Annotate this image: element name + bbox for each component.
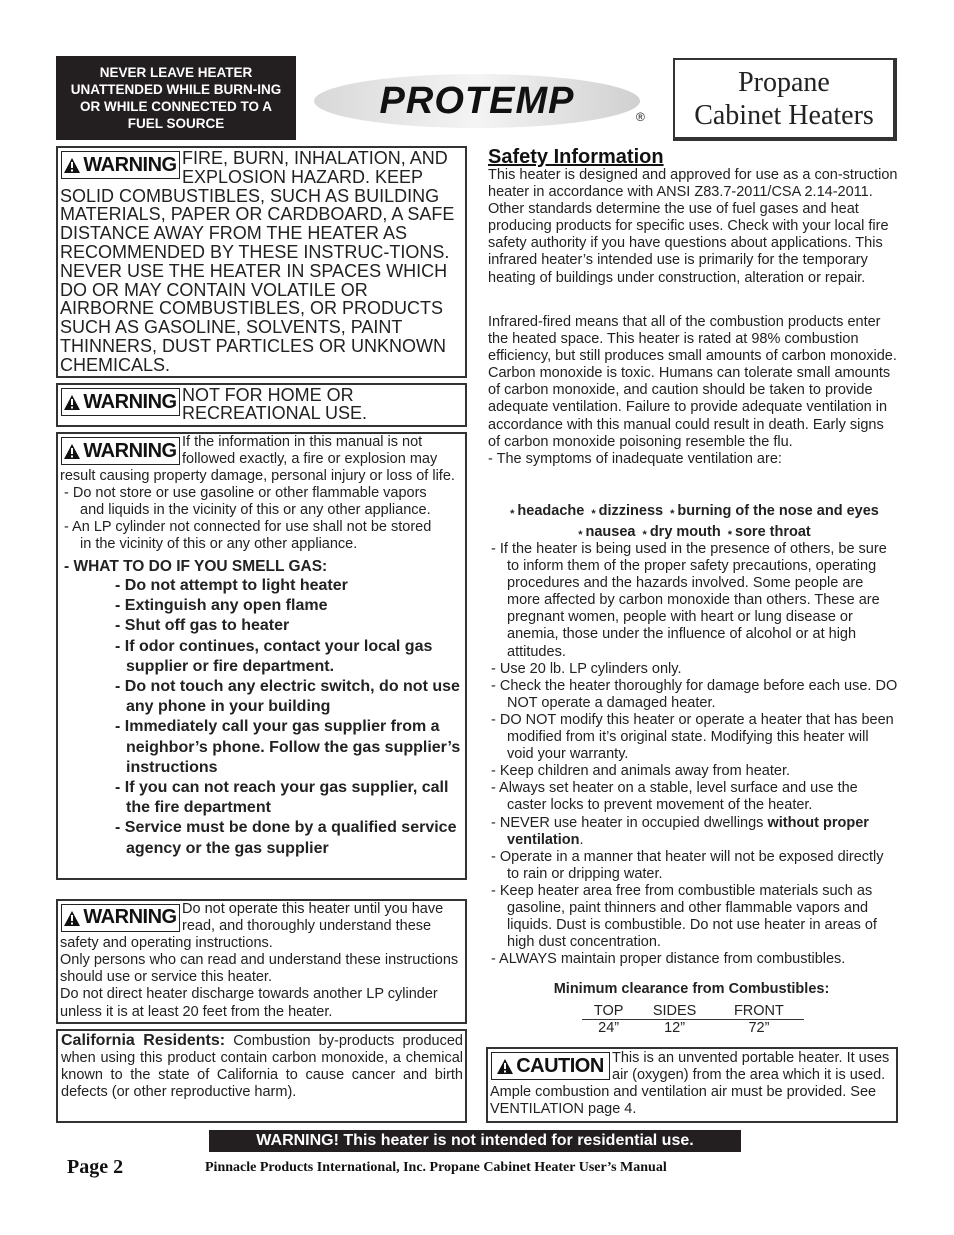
warning-box-not-for-home (56, 383, 467, 427)
registered-mark: ® (636, 110, 645, 124)
clearance-value: 12” (664, 1020, 686, 1036)
alert-triangle-icon (64, 444, 80, 459)
header-notice: NEVER LEAVE HEATER UNATTENDED WHILE BURN-ING OR WHILE CONNECTED TO A FUEL SOURCE (56, 56, 296, 140)
list-item: - Use 20 lb. LP cylinders only. (491, 660, 682, 677)
california-heading: California Residents: (61, 1032, 226, 1049)
list-item: - Extinguish any open flame (115, 597, 328, 615)
alert-triangle-icon (64, 395, 80, 410)
footer-text: Pinnacle Products International, Inc. Propane Cabinet Heater User’s Manual (205, 1160, 667, 1175)
warning-intro: If the information in this manual is not followed exactly, a fire or explosion may result causing property damage, personal injury or loss of life. (60, 434, 455, 484)
gas-steps-list (60, 576, 463, 859)
list-item: - Keep heater area free from combustible materials such as gasoline, paint thinners and other flammable vapors and liquids. Dust is combustible. Do not use heater in areas of high dust concentration. (491, 882, 877, 951)
list-item: - ALWAYS maintain proper distance from combustibles. (491, 951, 846, 968)
list-item: - Service must be done by a qualified service agency or the gas supplier (115, 819, 457, 857)
clearance-value: 72” (748, 1020, 770, 1036)
protemp-logo (312, 72, 642, 130)
caution-text: This is an unvented portable heater. It uses air (oxygen) from the area which it is used. Ample combustion and ventilation air must be provided. See VENTILATION page 4. (490, 1050, 890, 1117)
title-line-2: Cabinet Heaters (694, 99, 874, 131)
clearance-heading: Minimum clearance from Combustibles: (553, 981, 830, 997)
clearance-table (582, 1003, 804, 1036)
alert-triangle-icon (64, 911, 80, 926)
list-item: - If the heater is being used in the presence of others, be sure to inform them of the proper safety precautions, operating procedures and the hazards involved. Some people are more affected by carbon monoxide than others. These are pregnant women, people with heart or lung disease or anemia, those under the influence of alcohol or at high attitudes. (491, 541, 887, 660)
safety-bullets (491, 541, 898, 968)
california-text: Combustion by-products produced when using this product contain carbon monoxide, a chemical known to the state of California to cause cancer and birth defects (or other reproductive harm). (61, 1033, 463, 1100)
warning-text: NOT FOR HOME OR RECREATIONAL USE. (182, 385, 368, 423)
gas-heading: - WHAT TO DO IF YOU SMELL GAS: (64, 558, 328, 575)
warning-text: FIRE, BURN, INHALATION, AND EXPLOSION HAZARD. KEEP SOLID COMBUSTIBLES, SUCH AS BUILDING MATERIALS, PAPER OR CARDBOARD, A SAFE DISTANCE AWAY FROM THE HEATER AS RECOMMENDED BY THESE INSTRUC-TIONS. NEVER USE THE HEATER IN SPACES WHICH DO OR MAY CONTAIN VOLATILE OR AIRBORNE COMBUSTIBLES, OR PRODUCTS SUCH AS GASOLINE, SOLVENTS, PAINT THINNERS, DUST PARTICLES OR UNKNOWN CHEMICALS. (60, 148, 455, 375)
list-item: - An LP cylinder not connected for use shall not be stored in the vicinity of this or any other appliance. (64, 519, 432, 552)
list-item: - DO NOT modify this heater or operate a heater that has been modified from it’s original state. Modifying this heater will void your warranty. (491, 711, 894, 763)
title-line-1: Propane (738, 66, 830, 98)
symptom: nausea (585, 524, 636, 540)
caution-box (486, 1047, 898, 1123)
list-item: - If odor continues, contact your local gas supplier or fire department. (115, 637, 433, 675)
page-number: Page 2 (67, 1156, 124, 1178)
warning-box-read-instructions (56, 899, 467, 1024)
warning-label: WARNING (61, 151, 180, 179)
list-item: - Keep children and animals away from heater. (491, 763, 791, 780)
clearance-col-top: TOP (582, 1003, 635, 1020)
warning-label: WARNING (61, 904, 180, 932)
alert-triangle-icon (64, 158, 80, 173)
safety-paragraph-2: Infrared-fired means that all of the combustion products enter the heated space. This heater is rated at 98% combustion efficiency, but still produces small amounts of carbon monoxide. Carbon monoxide is toxic. Humans can tolerate small amounts of carbon monoxide, and caution should be taken to provide adequate ventilation. Failure to provide adequate ventilation in accordance with this manual could result in death. Early signs of carbon monoxide poisoning resemble the flu. - The symptoms of inadequate ventilation are: (488, 314, 897, 467)
list-item: - Do not store or use gasoline or other flammable vapors and liquids in the vicinity of this or any other appliance. (64, 485, 431, 518)
symptom: sore throat (735, 524, 811, 540)
list-item: - Shut off gas to heater (115, 617, 290, 635)
list-item: - Do not attempt to light heater (115, 577, 348, 594)
list-item: - Do not touch any electric switch, do not use any phone in your building (115, 678, 460, 716)
safety-paragraph-1: This heater is designed and approved for use as a con-struction heater in accordance with ANSI Z83.7-2011/CSA 2.14-2011. Other standards determine the use of fuel gases and heat producing products for specific uses. Check with your local fire safety authority if you have questions about applications. This infrared heater’s intended use is primarily for the temporary heating of buildings under construction, alteration or repair. (488, 167, 898, 286)
logo-text: PROTEMP (379, 80, 575, 122)
list-item: - Immediately call your gas supplier from a neighbor’s phone. Follow the gas supplier’s instructions (115, 718, 461, 776)
warning-label: WARNING (61, 437, 180, 465)
warning-box-fire-hazard (56, 146, 467, 378)
california-notice (56, 1029, 467, 1123)
list-item: - Always set heater on a stable, level surface and use the caster locks to prevent movement of the heater. (491, 780, 858, 814)
warning-text: Do not direct heater discharge towards another LP cylinder unless it is at least 20 feet from the heater. (60, 986, 438, 1020)
page-title (673, 58, 897, 141)
warning-text: Only persons who can read and understand these instructions should use or service this heater. (60, 952, 459, 986)
symptom: dizziness (598, 503, 664, 519)
symptom: headache (517, 503, 585, 519)
list-item: - Check the heater thoroughly for damage before each use. DO NOT operate a damaged heater. (491, 677, 898, 711)
caution-label: CAUTION (491, 1052, 610, 1080)
residential-warning-banner: WARNING! This heater is not intended for residential use. (209, 1130, 741, 1152)
symptoms-list: * headache * dizziness * burning of the nose and eyes * nausea * dry mouth * sore throat (510, 503, 879, 541)
list-item: - If you can not reach your gas supplier, call the fire department (115, 779, 449, 817)
warning-label: WARNING (61, 388, 180, 416)
clearance-col-sides: SIDES (635, 1003, 714, 1020)
clearance-col-front: FRONT (714, 1003, 804, 1020)
symptom: burning of the nose and eyes (677, 503, 879, 519)
warning-box-gas-safety (56, 432, 467, 880)
symptoms-intro: - The symptoms of inadequate ventilation are: (488, 450, 782, 467)
alert-triangle-icon (497, 1059, 513, 1074)
warning-text: Do not operate this heater until you have read, and thoroughly understand these safety and operating instructions. (60, 901, 444, 952)
safety-title: Safety Information (488, 146, 664, 168)
list-item: - Operate in a manner that heater will not be exposed directly to rain or dripping water. (491, 848, 884, 882)
symptom: dry mouth (649, 524, 721, 540)
list-item: - NEVER use heater in occupied dwellings without proper ventilation. (491, 814, 869, 848)
clearance-value: 24” (598, 1020, 620, 1036)
